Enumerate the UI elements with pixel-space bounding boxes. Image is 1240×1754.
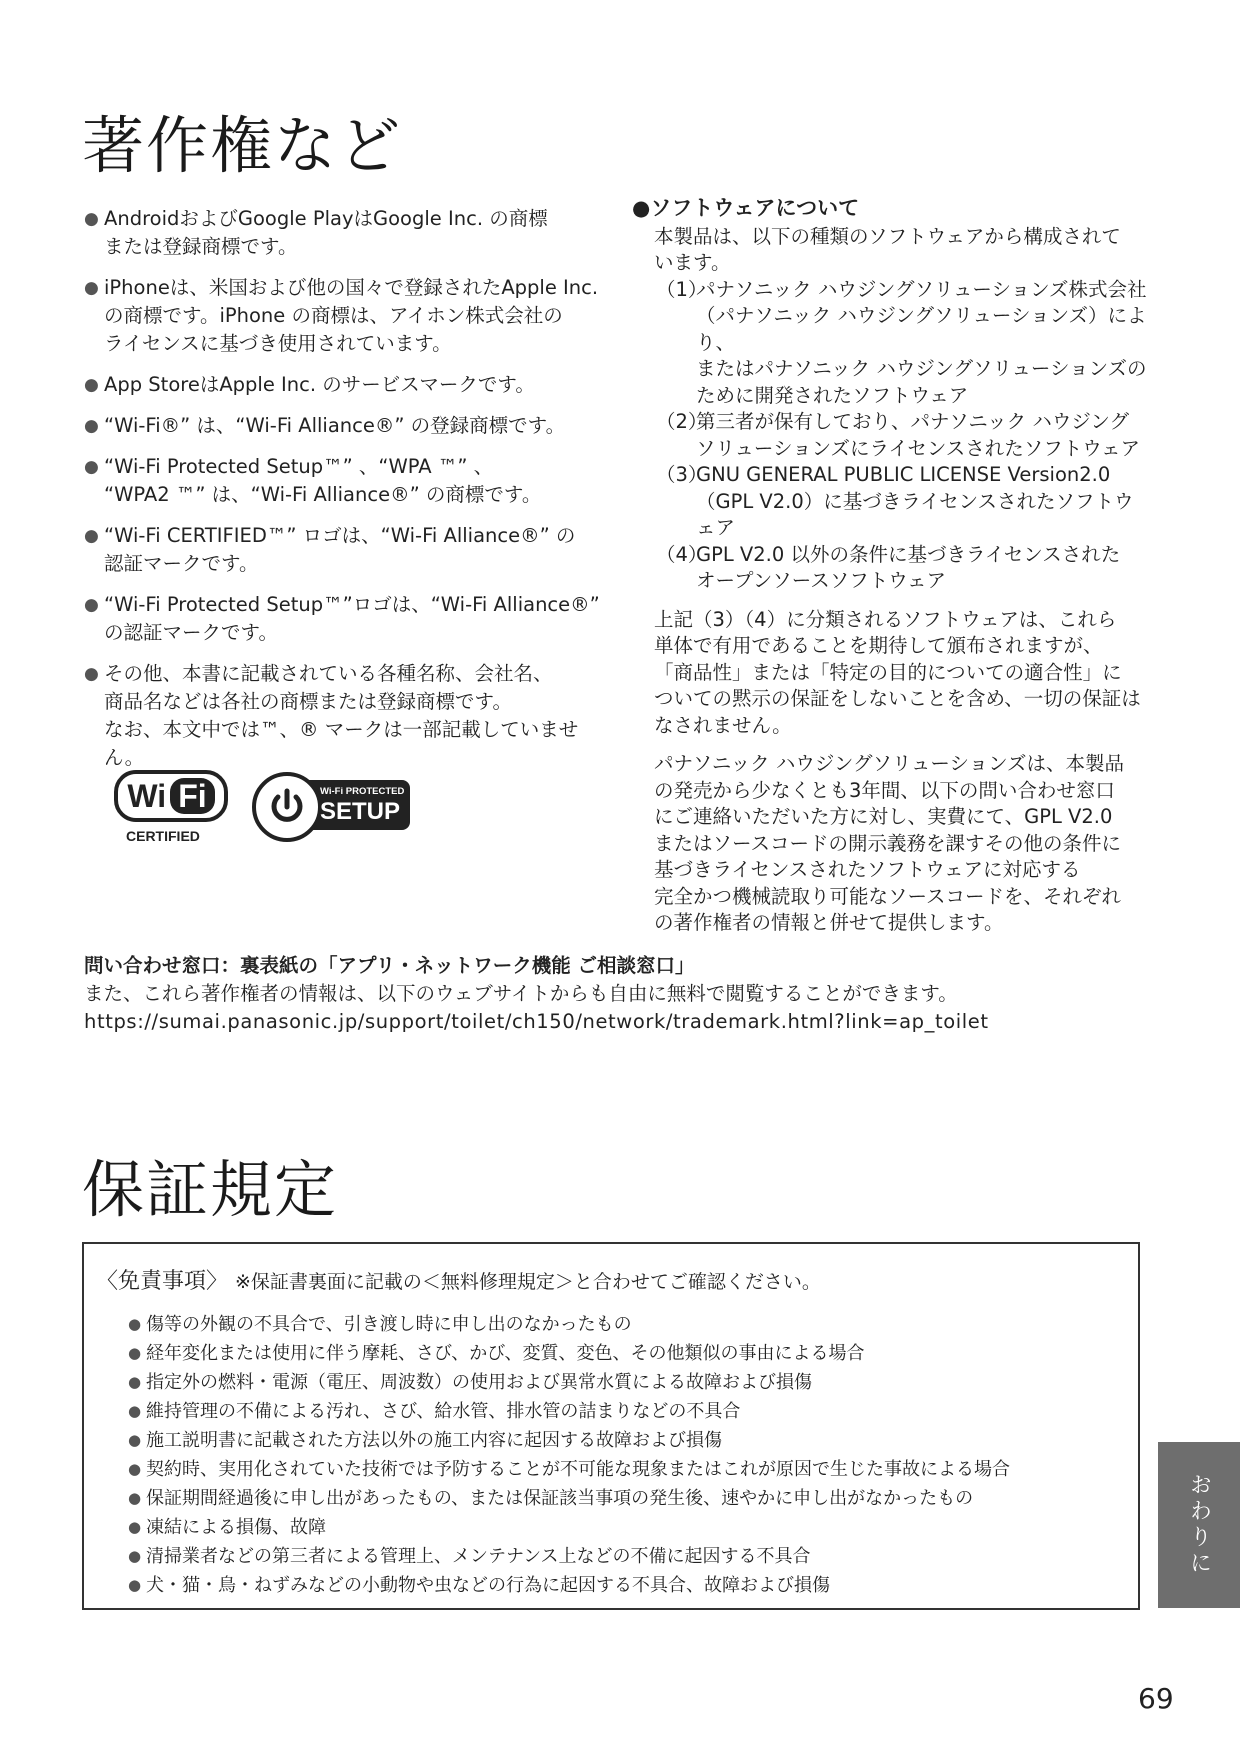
disclaimer-title: 〈免責事項〉: [96, 1269, 229, 1294]
chapter-tab: [1158, 1442, 1240, 1608]
trademark-item: ● “Wi-Fi Protected Setup™”ロゴは、“Wi-Fi Alliance®” の認証マークです。: [84, 591, 604, 647]
trademark-item: ● iPhoneは、米国および他の国々で登録されたApple Inc. の商標です。iPhone の商標は、アイホン株式会社の ライセンスに基づき使用されています。: [84, 274, 604, 358]
disclaimer-box: [82, 1242, 1140, 1610]
wifi-logo-text-wi: Wi: [127, 777, 167, 814]
disclaimer-item: ● 経年変化または使用に伴う摩耗、さび、かび、変質、変色、その他類似の事由による場合: [128, 1339, 1010, 1368]
software-paragraph-warranty: 上記（3）（4）に分類されるソフトウェアは、これら 単体で有用であることを期待して頒布されますが、 「商品性」または「特定の目的についての適合性」に ついての黙示の保証をしないことを含め、一切の保証は なされません。: [654, 607, 1141, 737]
software-item: （2） 第三者が保有しており、パナソニック ハウジング ソリューションズにライセンスされたソフトウェア: [656, 410, 1141, 460]
software-title: ●ソフトウェアについて: [632, 196, 860, 220]
wps-logo-big-text: SETUP: [320, 798, 401, 825]
trademark-list: [84, 205, 604, 785]
software-item: （4） GPL V2.0 以外の条件に基づきライセンスされた オープンソースソフトウェア: [656, 542, 1121, 592]
disclaimer-item: ● 維持管理の不備による汚れ、さび、給水管、排水管の詰まりなどの不具合: [128, 1397, 1010, 1426]
software-paragraph-source-code: パナソニック ハウジングソリューションズは、本製品 の発売から少なくとも3年間、以下の問い合わせ窓口 にご連絡いただいた方に対し、実費にて、GPL V2.0 またはソースコードの開示義務を課すその他の条件に 基づきライセンスされたソフトウェアに対応する 完全かつ機械読取り可能なソースコードを、それぞれ の著作権者の情報と併せて提供します。: [654, 752, 1125, 934]
disclaimer-note: ※保証書裏面に記載の＜無料修理規定＞と合わせてご確認ください。: [235, 1271, 821, 1293]
trademark-item: ● “Wi-Fi®” は、“Wi-Fi Alliance®” の登録商標です。: [84, 412, 604, 440]
chapter-tab-label: おわりに: [1186, 1473, 1212, 1577]
disclaimer-item: ● 保証期間経過後に申し出があったもの、または保証該当事項の発生後、速やかに申し出がなかったもの: [128, 1484, 1010, 1513]
disclaimer-item: ● 施工説明書に記載された方法以外の施工内容に起因する故障および損傷: [128, 1426, 1010, 1455]
disclaimer-item: ● 凍結による損傷、故障: [128, 1513, 1010, 1542]
contact-label: 問い合わせ窓口：裏表紙の「アプリ・ネットワーク機能 ご相談窓口」: [84, 954, 695, 977]
disclaimer-list: [128, 1310, 1010, 1600]
contact-info: [84, 952, 989, 1036]
trademark-item: ● その他、本書に記載されている各種名称、会社名、 商品名などは各社の商標または登録商標です。 なお、本文中では™、® マークは一部記載していません。: [84, 660, 604, 772]
wps-logo-small-text: Wi-Fi PROTECTED: [320, 786, 405, 797]
disclaimer-item: ● 清掃業者などの第三者による管理上、メンテナンス上などの不備に起因する不具合: [128, 1542, 1010, 1571]
software-item: （1） パナソニック ハウジングソリューションズ株式会社 （パナソニック ハウジングソリューションズ）により、 またはパナソニック ハウジングソリューションズの ために開発されたソフトウェア: [656, 277, 1147, 407]
wifi-certified-logo: [114, 770, 234, 844]
section-title-copyright: 著作権など: [82, 109, 403, 182]
trademark-item: ● “Wi-Fi CERTIFIED™” ロゴは、“Wi-Fi Alliance®” の 認証マークです。: [84, 522, 604, 578]
disclaimer-item: ● 指定外の燃料・電源（電圧、周波数）の使用および異常水質による故障および損傷: [128, 1368, 1010, 1397]
trademark-url: https://sumai.panasonic.jp/support/toilet/ch150/network/trademark.html?link=ap_toilet: [84, 1010, 989, 1033]
disclaimer-item: ● 犬・猫・鳥・ねずみなどの小動物や虫などの行為に起因する不具合、故障および損傷: [128, 1571, 1010, 1600]
software-section: [632, 195, 1152, 937]
disclaimer-item: ● 契約時、実用化されていた技術では予防することが不可能な現象またはこれが原因で生じた事故による場合: [128, 1455, 1010, 1484]
trademark-item: ● AndroidおよびGoogle PlayはGoogle Inc. の商標 または登録商標です。: [84, 205, 604, 261]
trademark-item: ● App StoreはApple Inc. のサービスマークです。: [84, 371, 604, 399]
disclaimer-heading: [96, 1264, 821, 1295]
wifi-protected-setup-logo: [262, 780, 410, 830]
wifi-logo-text-fi: Fi: [170, 778, 214, 814]
trademark-item: ● “Wi-Fi Protected Setup™” 、“WPA ™” 、 “WPA2 ™” は、“Wi-Fi Alliance®” の商標です。: [84, 453, 604, 509]
software-intro: 本製品は、以下の種類のソフトウェアから構成されて います。: [654, 224, 1121, 274]
contact-text: また、これら著作権者の情報は、以下のウェブサイトからも自由に無料で閲覧することができます。: [84, 982, 958, 1005]
wifi-logo-certified: CERTIFIED: [126, 828, 200, 844]
page-number: 69: [1138, 1682, 1174, 1715]
software-item: （3） GNU GENERAL PUBLIC LICENSE Version2.0 （GPL V2.0）に基づきライセンスされたソフトウェア: [656, 463, 1134, 539]
section-title-warranty: 保証規定: [82, 1153, 339, 1226]
disclaimer-item: ● 傷等の外観の不具合で、引き渡し時に申し出のなかったもの: [128, 1310, 1010, 1339]
wps-power-icon: [252, 772, 322, 842]
